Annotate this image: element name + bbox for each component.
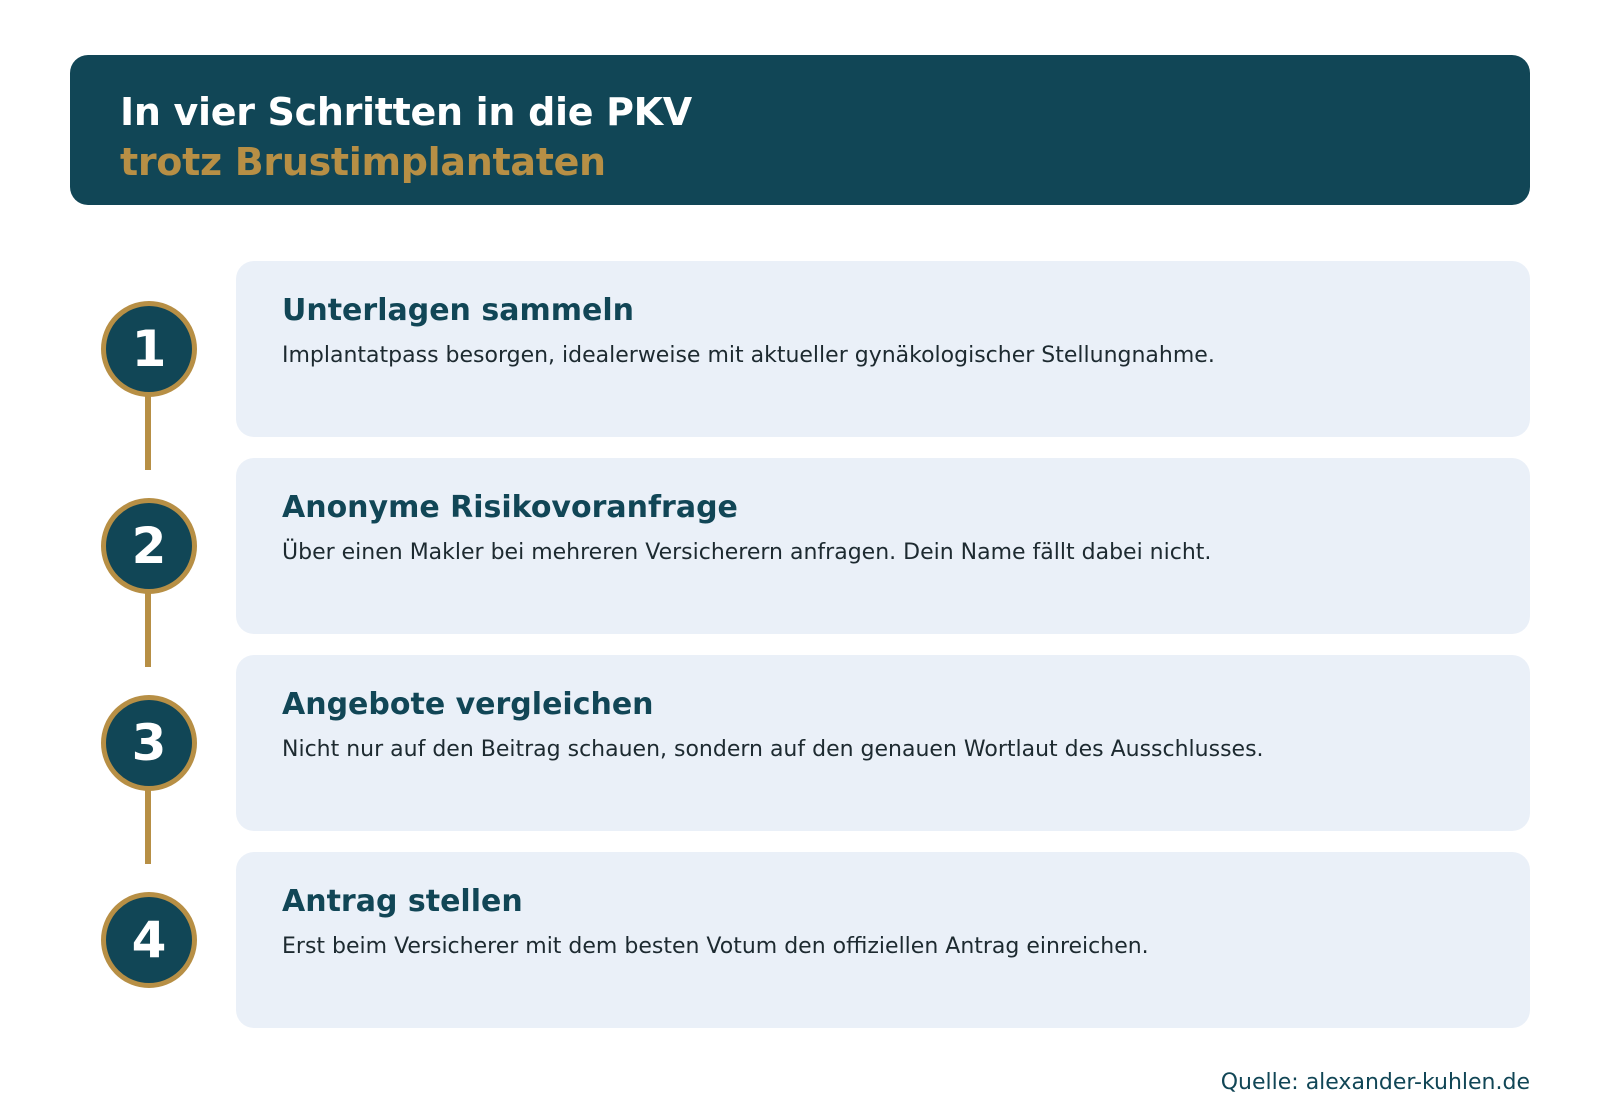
step-card-2 (236, 458, 1530, 634)
step-card-1 (236, 261, 1530, 437)
step-title: Angebote vergleichen (282, 687, 654, 722)
step-connector-3-4 (145, 790, 151, 864)
step-card-3 (236, 655, 1530, 831)
page-title: In vier Schritten in die PKV (120, 90, 692, 134)
step-description: Implantatpass besorgen, idealerweise mit aktueller gynäkologischer Stellungnahme. (282, 343, 1215, 368)
step-description: Über einen Makler bei mehreren Versicherern anfragen. Dein Name fällt dabei nicht. (282, 540, 1212, 565)
source-credit: Quelle: alexander-kuhlen.de (1220, 1070, 1530, 1095)
page-subtitle: trotz Brustimplantaten (120, 140, 606, 184)
step-title: Antrag stellen (282, 884, 523, 919)
step-number-circle: 2 (101, 498, 197, 594)
header-banner (70, 55, 1530, 205)
step-connector-2-3 (145, 593, 151, 667)
step-title: Anonyme Risikovoranfrage (282, 490, 738, 525)
step-number-circle: 1 (101, 301, 197, 397)
step-title: Unterlagen sammeln (282, 293, 634, 328)
step-card-4 (236, 852, 1530, 1028)
step-description: Erst beim Versicherer mit dem besten Votum den offiziellen Antrag einreichen. (282, 934, 1149, 959)
step-number-circle: 3 (101, 695, 197, 791)
step-connector-1-2 (145, 396, 151, 470)
step-number-circle: 4 (101, 892, 197, 988)
step-description: Nicht nur auf den Beitrag schauen, sondern auf den genauen Wortlaut des Ausschlusses. (282, 737, 1264, 762)
